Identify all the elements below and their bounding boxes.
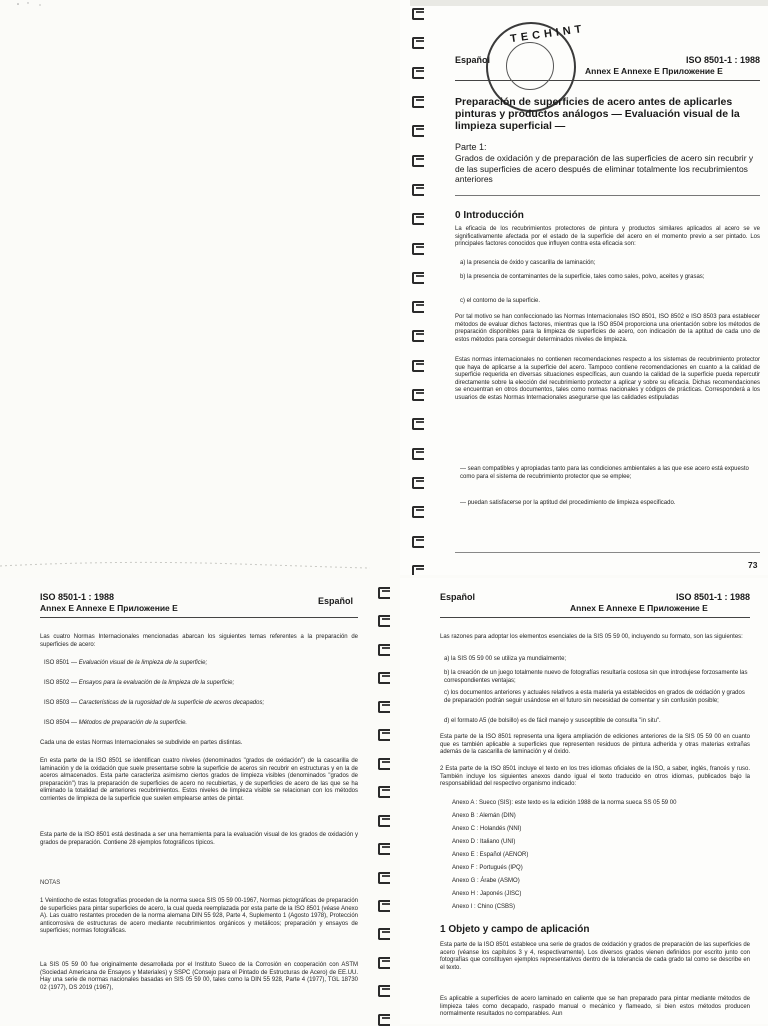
paragraph: Cada una de estas Normas Internacionales se subdivide en partes distintas. xyxy=(40,740,243,746)
spiral-binding-middle xyxy=(372,585,398,1024)
annex-item: Anexo B : Alemán (DIN) xyxy=(452,813,516,819)
dash-item: — puedan satisfacerse por la aptitud del procedimiento de limpieza especificado. xyxy=(460,500,676,506)
paragraph: Las cuatro Normas Internacionales mencionadas abarcan los siguientes temas referentes a la preparación de superficies de acero: xyxy=(40,634,358,648)
binding-ring-icon xyxy=(412,65,426,77)
binding-ring-icon xyxy=(378,955,392,967)
annex-item: Anexo G : Árabe (ASMO) xyxy=(452,878,520,884)
binding-ring-icon xyxy=(378,870,392,882)
scan-speckles xyxy=(0,0,60,20)
list-item: c) el contorno de la superficie. xyxy=(460,298,541,304)
binding-ring-icon xyxy=(412,416,426,428)
binding-ring-icon xyxy=(378,926,392,938)
annex-item: Anexo I : Chino (CSBS) xyxy=(452,904,516,910)
paragraph: Esta parte de la ISO 8501 está destinada a ser una herramienta para la evaluación visual de los grados de oxidación y grados de preparación. Contiene 28 ejemplos fotográficos típicos. xyxy=(40,832,358,846)
binding-ring-icon xyxy=(412,534,426,546)
binding-ring-icon xyxy=(378,1012,392,1024)
annex-item: Anexo C : Holandés (NNI) xyxy=(452,826,522,832)
list-item: b) la creación de un juego totalmente nuevo de fotografías resultaría costosa sin que introdujese forzosamente las correspondientes ventajas; xyxy=(444,670,748,684)
header-annex: Annex E Annexe E Приложение E xyxy=(570,603,708,613)
binding-ring-icon xyxy=(412,328,426,340)
part-subtitle: Grados de oxidación y de preparación de las superficies de acero sin recubrir y de las superficies de acero después de eliminar totalmente los recubrimientos anteriores xyxy=(455,153,754,184)
paragraph: En esta parte de la ISO 8501 se identifican cuatro niveles (denominados "grados de oxidación") de la cascarilla de laminación y de la oxidación que suele presentarse sobre la superficie de aceros sin recubrir en estructuras y en la de aceros almacenados. Esta parte caracteriza asimismo ciertos grados de limpieza visibles (denominados "grados de preparación") tras la preparación de superficies de acero no recubiertas, y de superficies de acero de las que se ha eliminado la totalidad de anteriores recubrimientos. Estos niveles de limpieza visible se relacionan con los métodos corrientes de limpieza de la superficie que suelen emplearse antes de pintar. xyxy=(40,758,358,802)
page-edge xyxy=(410,0,768,6)
binding-ring-icon xyxy=(378,813,392,825)
binding-ring-icon xyxy=(412,182,426,194)
part-label: Parte 1: xyxy=(455,142,487,152)
page-crease-line xyxy=(0,552,370,574)
header-standard: ISO 8501-1 : 1988 xyxy=(685,55,760,65)
header-annex: Annex E Annexe E Приложение E xyxy=(585,66,723,76)
binding-ring-icon xyxy=(378,699,392,711)
norm-desc: Ensayos para la evaluación de la limpieza de la superficie; xyxy=(78,680,235,686)
document-page-top xyxy=(400,0,768,575)
norm-item: ISO 8502 — Ensayos para la evaluación de la limpieza de la superficie; xyxy=(44,680,235,686)
binding-ring-icon xyxy=(412,270,426,282)
binding-ring-icon xyxy=(378,585,392,597)
paragraph: Estas normas internacionales no contienen recomendaciones respecto a los sistemas de recubrimiento protector que haya de aplicarse a la superficie del acero. Tampoco contiene recomendaciones en cuanto a la calidad de superficie requerida en diversas situaciones específicas, aun cuando la calidad de la superficie pueda repercutir directamente sobre la elección del recubrimiento protector a aplicar y sobre su eficacia. Dichas recomendaciones se encuentran en otros documentos, tales como normas nacionales y códigos de prácticas. Corresponderá a los usuarios de estas Normas Internacionales asegurarse que las calidades estipuladas xyxy=(455,357,760,401)
binding-ring-icon xyxy=(412,35,426,47)
spiral-binding xyxy=(400,6,430,575)
annex-item: Anexo H : Japonés (JISC) xyxy=(452,891,522,897)
section-heading-introduction: 0 Introducción xyxy=(455,210,524,221)
binding-ring-icon xyxy=(378,756,392,768)
norm-item: ISO 8504 — Métodos de preparación de la superficie. xyxy=(44,720,188,726)
binding-ring-icon xyxy=(412,153,426,165)
list-item: b) la presencia de contaminantes de la superficie, tales como sales, polvo, aceites y grasas; xyxy=(460,274,705,280)
header-language: Español xyxy=(318,596,354,606)
paragraph: La eficacia de los recubrimientos protectores de pintura y productos similares aplicados al acero se ve significativamente afectada por el estado de la superficie del acero en el momento previo a ser pintado. Los principales factores conocidos que influyen contra esta eficacia son: xyxy=(455,226,760,248)
annex-item: Anexo D : Italiano (UNI) xyxy=(452,839,516,845)
binding-ring-icon xyxy=(412,358,426,370)
binding-ring-icon xyxy=(412,94,426,106)
norm-item: ISO 8501 — Evaluación visual de la limpieza de la superficie; xyxy=(44,660,208,666)
annex-item: Anexo F : Portugués (IPQ) xyxy=(452,865,523,871)
annex-item: Anexo A : Sueco (SIS): este texto es la edición 1988 de la norma sueca SS 05 59 00 xyxy=(452,800,677,806)
paragraph: Esta parte de la ISO 8501 representa una ligera ampliación de ediciones anteriores de la SIS 05 59 00 en cuanto que es también aplicable a superficies que representen residuos de pintura adherida y otras materias extrañas además de la cascarilla de laminación y el óxido. xyxy=(440,734,750,756)
norm-code: ISO 8501 xyxy=(44,660,70,666)
binding-ring-icon xyxy=(378,727,392,739)
binding-ring-icon xyxy=(412,475,426,487)
norm-code: ISO 8504 xyxy=(44,720,70,726)
binding-ring-icon xyxy=(378,613,392,625)
binding-ring-icon xyxy=(412,211,426,223)
binding-ring-icon xyxy=(378,983,392,995)
list-item: a) la presencia de óxido y cascarilla de laminación; xyxy=(460,260,596,266)
section-heading-scope: 1 Objeto y campo de aplicación xyxy=(440,924,590,935)
binding-ring-icon xyxy=(412,299,426,311)
paragraph: 2 Esta parte de la ISO 8501 incluye el texto en los tres idiomas oficiales de la ISO, a saber, inglés, francés y ruso. También incluye los siguientes anexos dando igual el texto traducido en otros idiomas, publicados bajo la responsabilidad del respectivo organismo indicado: xyxy=(440,766,750,788)
binding-ring-icon xyxy=(412,387,426,399)
list-item: c) los documentos anteriores y actuales relativos a esta materia ya establecidos en grados de oxidación y grados de preparación podrán seguir usándose en el futuro sin necesidad de comentar y sin confusión posible; xyxy=(444,690,745,704)
list-item: a) la SIS 05 59 00 se utiliza ya mundialmente; xyxy=(444,656,567,662)
norm-code: ISO 8503 xyxy=(44,700,70,706)
binding-ring-icon xyxy=(412,123,426,135)
note: La SIS 05 59 00 fue originalmente desarrollada por el Instituto Sueco de la Corrosión en cooperación con ASTM (Sociedad Americana de Ensayos y Materiales) y SSPC (Consejo para el Pintado de Estructuras de Acero) de EE.UU. Hay una serie de normas nacionales basadas en SIS 05 59 00, tales como la DIN 55 928, Parte 4 (1977), TGL 18730 02 (1977), DS 2019 (1967), xyxy=(40,962,358,991)
paragraph: Las razones para adoptar los elementos esenciales de la SIS 05 59 00, incluyendo su formato, son las siguientes: xyxy=(440,634,743,640)
binding-ring-icon xyxy=(378,898,392,910)
header-language: Español xyxy=(440,592,476,602)
binding-ring-icon xyxy=(412,504,426,516)
norm-item: ISO 8503 — Características de la rugosidad de la superficie de aceros decapados; xyxy=(44,700,265,706)
footer-rule xyxy=(455,552,760,553)
binding-ring-icon xyxy=(412,563,426,575)
stamp-text: TECHINT xyxy=(509,22,587,46)
binding-ring-icon xyxy=(412,241,426,253)
title-rule xyxy=(455,195,760,196)
annex-item: Anexo E : Español (AENOR) xyxy=(452,852,529,858)
notes-heading: NOTAS xyxy=(40,880,61,886)
norm-code: ISO 8502 xyxy=(44,680,70,686)
header-standard: ISO 8501-1 : 1988 xyxy=(40,592,115,602)
dash-item: — sean compatibles y apropiadas tanto para las condiciones ambientales a las que ese acero está expuesto como para el sistema de recubrimiento protector que se emplee; xyxy=(460,466,749,480)
list-item: d) el formato A5 (de bolsillo) es de fácil manejo y susceptible de consulta "in situ". xyxy=(444,718,661,724)
binding-ring-icon xyxy=(412,446,426,458)
binding-ring-icon xyxy=(378,784,392,796)
header-rule xyxy=(40,617,358,618)
header-language: Español xyxy=(455,55,491,65)
header-annex: Annex E Annexe E Приложение E xyxy=(40,603,178,613)
paragraph: Por tal motivo se han confeccionado las Normas Internacionales ISO 8501, ISO 8502 e ISO 8503 para establecer métodos de evaluar dichos factores, mientras que la ISO 8504 proporciona una orientación sobre los métodos de preparación disponibles para la limpieza de superficies de acero, con indicación de la aptitud de cada uno de estos métodos para conseguir determinados niveles de limpieza. xyxy=(455,314,760,343)
norm-desc: Evaluación visual de la limpieza de la superficie; xyxy=(78,660,208,666)
norm-desc: Métodos de preparación de la superficie. xyxy=(78,720,188,726)
binding-ring-icon xyxy=(412,6,426,18)
binding-ring-icon xyxy=(378,670,392,682)
norm-desc: Características de la rugosidad de la superficie de aceros decapados; xyxy=(78,700,265,706)
paragraph: Esta parte de la ISO 8501 establece una serie de grados de oxidación y grados de preparación de las superficies de acero (véanse los capítulos 3 y 4, respectivamente). Los diversos grados vienen definidos por escrito junto con fotografías que constituyen ejemplos representativos dentro de la tolerancia de cada grado tal como se describe en el texto. xyxy=(440,942,750,971)
binding-ring-icon xyxy=(378,841,392,853)
binding-ring-icon xyxy=(378,642,392,654)
header-standard: ISO 8501-1 : 1988 xyxy=(675,592,750,602)
header-rule xyxy=(440,617,750,618)
document-title: Preparación de superficies de acero antes de aplicarles pinturas y productos análogos — Evaluación visual de la limpieza superficial — xyxy=(455,96,740,132)
page-number: 73 xyxy=(748,560,758,570)
note: 1 Veintiocho de estas fotografías proceden de la norma sueca SIS 05 59 00-1967, Normas pictográficas de preparación de superficies para pintar superficies de acero, la cual queda reemplazada por esta parte de la ISO 8501 (véase Anexo A). Las cuatro restantes proceden de la norma alemana DIN 55 928, Parte 4, Suplemento 1 (Agosto 1978), Protección anticorrosiva de estructuras de acero mediante recubrimientos orgánicos y metálicos; preparación y ensayos de superficies; normas fotográficas. xyxy=(40,898,358,935)
paragraph: Es aplicable a superficies de acero laminado en caliente que se han preparado para pintar mediante métodos de limpieza tales como decapado, raspado manual o mecánico y flameado, si bien estos métodos producen normalmente resultados no comparables. Aun xyxy=(440,996,750,1018)
